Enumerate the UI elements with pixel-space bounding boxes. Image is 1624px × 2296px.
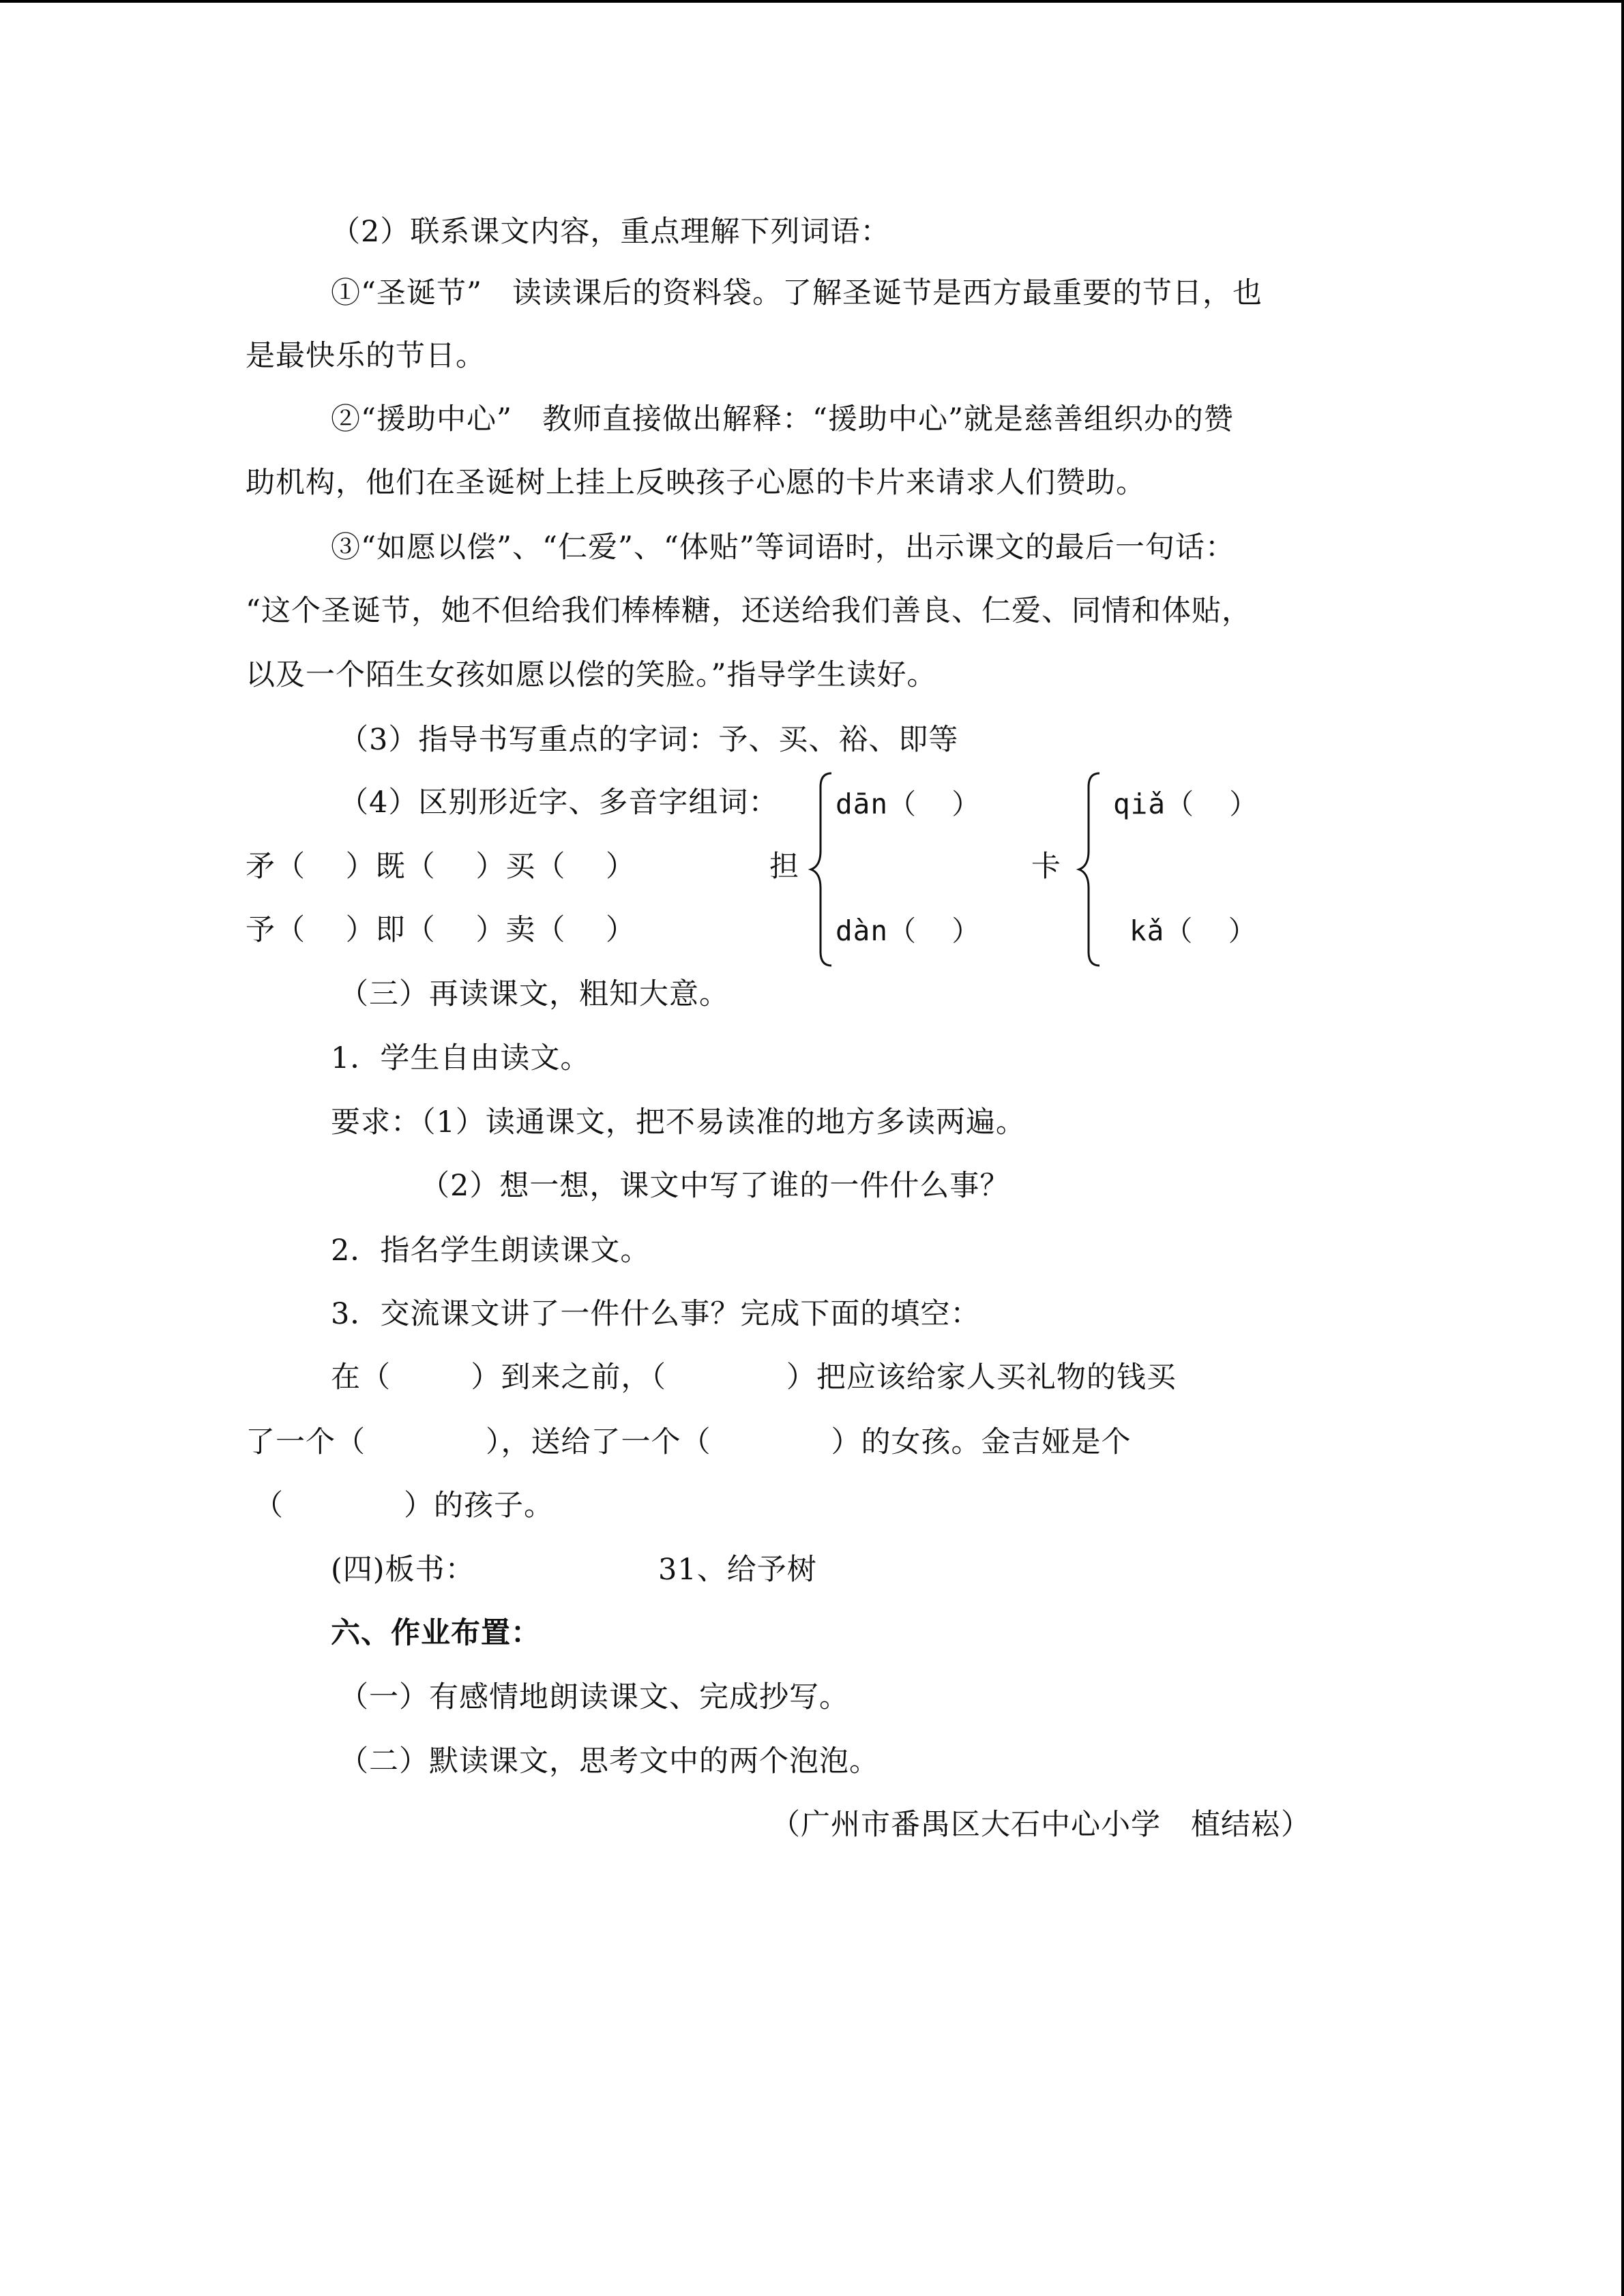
- section-2-heading: （2）联系课文内容，重点理解下列词语：: [331, 215, 891, 249]
- term-aid-center-line2: 助机构，他们在圣诞树上挂上反映孩子心愿的卡片来请求人们赞助。: [246, 466, 1146, 500]
- fill-blank-line2: 了一个（ ），送给了一个（ ）的女孩。金吉娅是个: [246, 1425, 1132, 1459]
- board-label: (四)板书：: [331, 1553, 475, 1587]
- polyphone-dan-2: dàn（ ）: [836, 914, 981, 947]
- section-reread-heading: （三）再读课文，粗知大意。: [339, 977, 729, 1011]
- homework-2: （二）默读课文，思考文中的两个泡泡。: [339, 1744, 879, 1778]
- polyphone-dan-1: dān（ ）: [836, 788, 981, 820]
- step-2: 2．指名学生朗读课文。: [331, 1234, 651, 1268]
- requirement-2: （2）想一想，课文中写了谁的一件什么事？: [420, 1169, 1010, 1203]
- polyphone-dan-char: 担: [769, 850, 799, 884]
- term-aid-center-line1: ②“援助中心” 教师直接做出解释：“援助中心”就是慈善组织办的赞: [331, 402, 1234, 436]
- step-3: 3．交流课文讲了一件什么事？完成下面的填空：: [331, 1297, 981, 1331]
- term-christmas-line1: ①“圣诞节” 读读课后的资料袋。了解圣诞节是西方最重要的节日，也: [331, 276, 1263, 310]
- polyphone-ka: kǎ（ ）: [1130, 914, 1257, 947]
- left-brace-icon: [1076, 771, 1104, 968]
- page-border-right: [1621, 0, 1624, 2296]
- homework-1: （一）有感情地朗读课文、完成抄写。: [339, 1680, 849, 1714]
- left-brace-icon: [808, 771, 836, 968]
- similar-chars-row1: 矛（ ）既（ ）买（ ）: [246, 850, 636, 884]
- requirement-1: 要求：（1）读通课文，把不易读准的地方多读两遍。: [331, 1105, 1026, 1139]
- homework-heading: 六、作业布置：: [331, 1616, 541, 1650]
- fill-blank-line3: （ ）的孩子。: [254, 1489, 555, 1523]
- board-title: 31、给予树: [658, 1553, 817, 1587]
- page-border-top: [0, 0, 1624, 3]
- section-3-writing: （3）指导书写重点的字词：予、买、裕、即等: [339, 723, 959, 757]
- fill-blank-line1: 在（ ）到来之前，（ ）把应该给家人买礼物的钱买: [331, 1360, 1177, 1395]
- step-1: 1．学生自由读文。: [331, 1041, 591, 1075]
- similar-chars-row2: 予（ ）即（ ）卖（ ）: [246, 913, 636, 947]
- term-wish-line2: “这个圣诞节，她不但给我们棒棒糖，还送给我们善良、仁爱、同情和体贴，: [246, 594, 1252, 628]
- polyphone-ka-char: 卡: [1031, 850, 1061, 884]
- term-wish-line1: ③“如愿以偿”、“仁爱”、“体贴”等词语时，出示课文的最后一句话：: [331, 531, 1235, 565]
- author-attribution: （广州市番禺区大石中心小学 植结崧）: [771, 1808, 1312, 1842]
- term-wish-line3: 以及一个陌生女孩如愿以偿的笑脸。”指导学生读好。: [246, 658, 937, 692]
- polyphone-qia: qiǎ（ ）: [1113, 788, 1258, 820]
- section-4-heading: （4）区别形近字、多音字组词：: [339, 786, 779, 820]
- term-christmas-line2: 是最快乐的节日。: [246, 339, 486, 373]
